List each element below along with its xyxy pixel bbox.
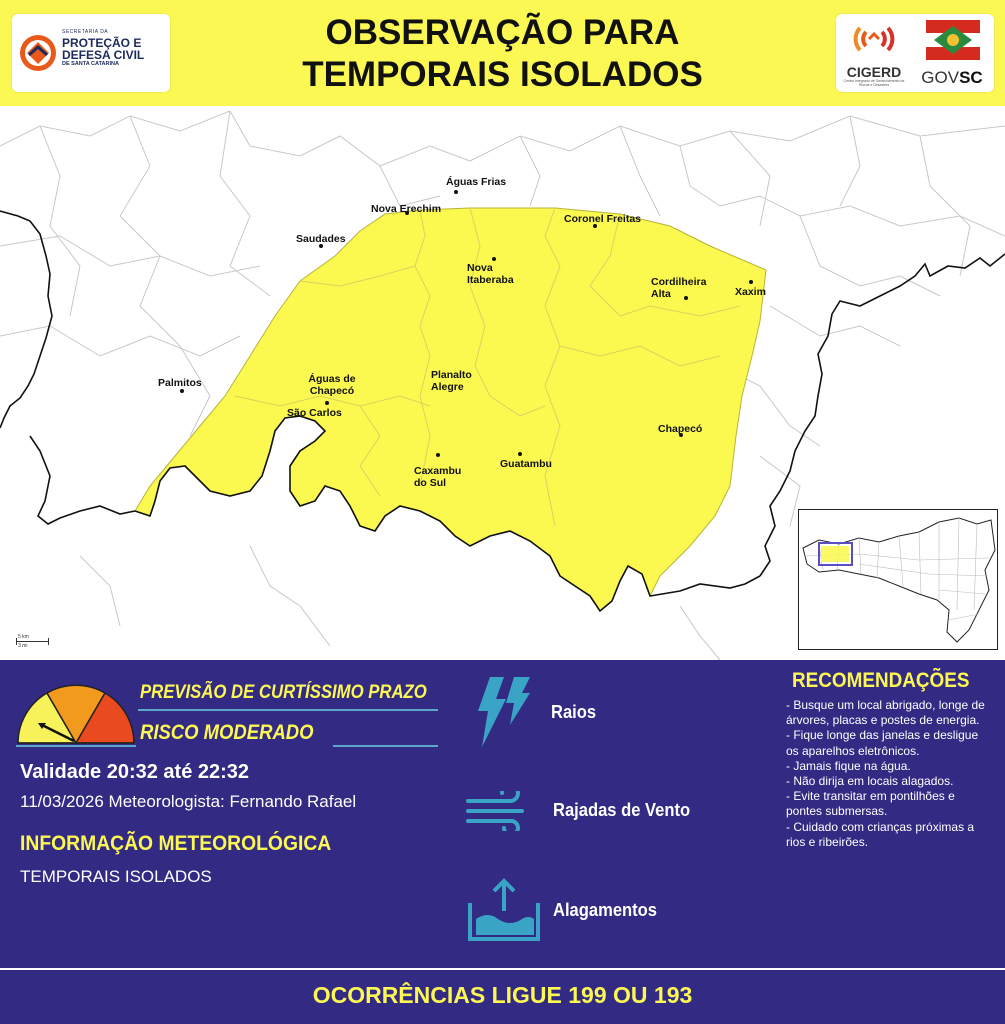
alert-map <box>0 106 1005 660</box>
defesa-civil-emblem-icon <box>18 33 58 73</box>
city-dot-sao-carlos <box>325 401 329 405</box>
logo-line-secretaria: SECRETARIA DA <box>62 29 109 35</box>
santa-catarina-flag-icon <box>926 20 980 60</box>
info-title: INFORMAÇÃO METEOROLÓGICA <box>20 832 332 855</box>
city-label-caxambu-do-sul: Caxambu do Sul <box>414 465 462 489</box>
flood-icon <box>468 877 540 941</box>
logo-line-sc: DE SANTA CATARINA <box>62 61 119 67</box>
city-label-aguas-de-chapeco: Águas de Chapecó <box>308 373 356 397</box>
divider-line <box>138 709 438 711</box>
forecast-type: PREVISÃO DE CURTÍSSIMO PRAZO <box>140 682 427 703</box>
recommendation-item: - Cuidado com crianças próximas a rios e ribeirões. <box>786 819 975 849</box>
map-scale-bar <box>16 634 56 654</box>
title-line-1: OBSERVAÇÃO PARA <box>325 13 680 52</box>
emergency-footer: OCORRÊNCIAS LIGUE 199 OU 193 <box>312 982 693 1008</box>
govsc-wordmark <box>916 68 988 88</box>
page-title <box>200 12 805 96</box>
header-banner <box>0 0 1005 106</box>
city-label-cordilheira-alta: Cordilheira Alta <box>651 276 707 300</box>
divider-line <box>333 745 438 747</box>
city-label-aguas-frias: Águas Frias <box>446 176 507 188</box>
hazard-label-alagamentos: Alagamentos <box>553 900 657 920</box>
logo-line-defesa: DEFESA CIVIL <box>62 48 145 62</box>
city-label-planalto-alegre: Planalto Alegre <box>431 369 472 393</box>
city-dot-xaxim <box>749 280 753 284</box>
scale-km-label: 5 km <box>18 634 29 640</box>
city-dot-guatambu <box>518 452 522 456</box>
city-label-chapeco: Chapecó <box>658 423 703 435</box>
city-dot-nova-itaberaba <box>492 257 496 261</box>
divider-line <box>16 745 136 747</box>
city-label-sao-carlos: São Carlos <box>287 407 342 419</box>
city-dot-aguas-frias <box>454 190 458 194</box>
risk-level: RISCO MODERADO <box>140 721 314 744</box>
cigerd-wordmark: CIGERD <box>846 64 902 80</box>
info-text: TEMPORAIS ISOLADOS <box>20 867 212 886</box>
recommendations-title: RECOMENDAÇÕES <box>792 669 970 692</box>
recommendation-item: - Fique longe das janelas e desligue os aparelhos eletrônicos. <box>786 728 979 758</box>
govsc-suffix: SC <box>959 68 983 87</box>
recommendation-item: - Evite transitar em pontilhões e pontes submersas. <box>786 789 955 819</box>
city-label-coronel-freitas: Coronel Freitas <box>564 213 642 225</box>
recommendation-item: - Jamais fique na água. <box>786 758 911 773</box>
city-dot-caxambu-do-sul <box>436 453 440 457</box>
info-panel <box>0 660 1005 1024</box>
title-line-2: TEMPORAIS ISOLADOS <box>302 55 703 94</box>
validity-time: Validade 20:32 até 22:32 <box>20 761 250 783</box>
partner-logos <box>836 14 994 92</box>
scale-mi-label: 3 mi <box>18 643 28 649</box>
city-label-nova-erechim: Nova Erechim <box>371 203 442 215</box>
city-dot-palmitos <box>180 389 184 393</box>
state-outline-inset <box>799 510 997 649</box>
city-label-nova-itaberaba: Nova Itaberaba <box>467 262 514 286</box>
city-label-xaxim: Xaxim <box>735 286 766 298</box>
recommendation-item: - Não dirija em locais alagados. <box>786 774 954 789</box>
cigerd-signal-icon <box>852 20 896 60</box>
govsc-prefix: GOV <box>921 68 960 87</box>
alert-area-polygon <box>135 208 766 611</box>
wind-icon <box>466 791 530 831</box>
recommendation-item: - Busque um local abrigado, longe de árvores, placas e postes de energia. <box>786 698 985 728</box>
locator-inset-map <box>798 509 998 650</box>
defesa-civil-logo <box>12 14 170 92</box>
logo-line-protecao: PROTEÇÃO E <box>62 36 142 50</box>
city-label-palmitos: Palmitos <box>158 377 202 389</box>
city-label-guatambu: Guatambu <box>500 458 552 470</box>
lightning-icon <box>474 675 534 749</box>
hazard-label-raios: Raios <box>551 702 597 722</box>
footer-divider <box>0 968 1005 970</box>
city-label-saudades: Saudades <box>296 233 346 245</box>
cigerd-subtitle: Centro Integrado de Gerenciamento de Riscos e Desastres <box>843 79 905 87</box>
recommendations-list <box>786 698 992 850</box>
date-meteorologist: 11/03/2026 Meteorologista: Fernando Rafael <box>20 792 357 811</box>
hazard-label-rajadas: Rajadas de Vento <box>553 800 691 820</box>
risk-gauge-icon <box>14 683 138 745</box>
